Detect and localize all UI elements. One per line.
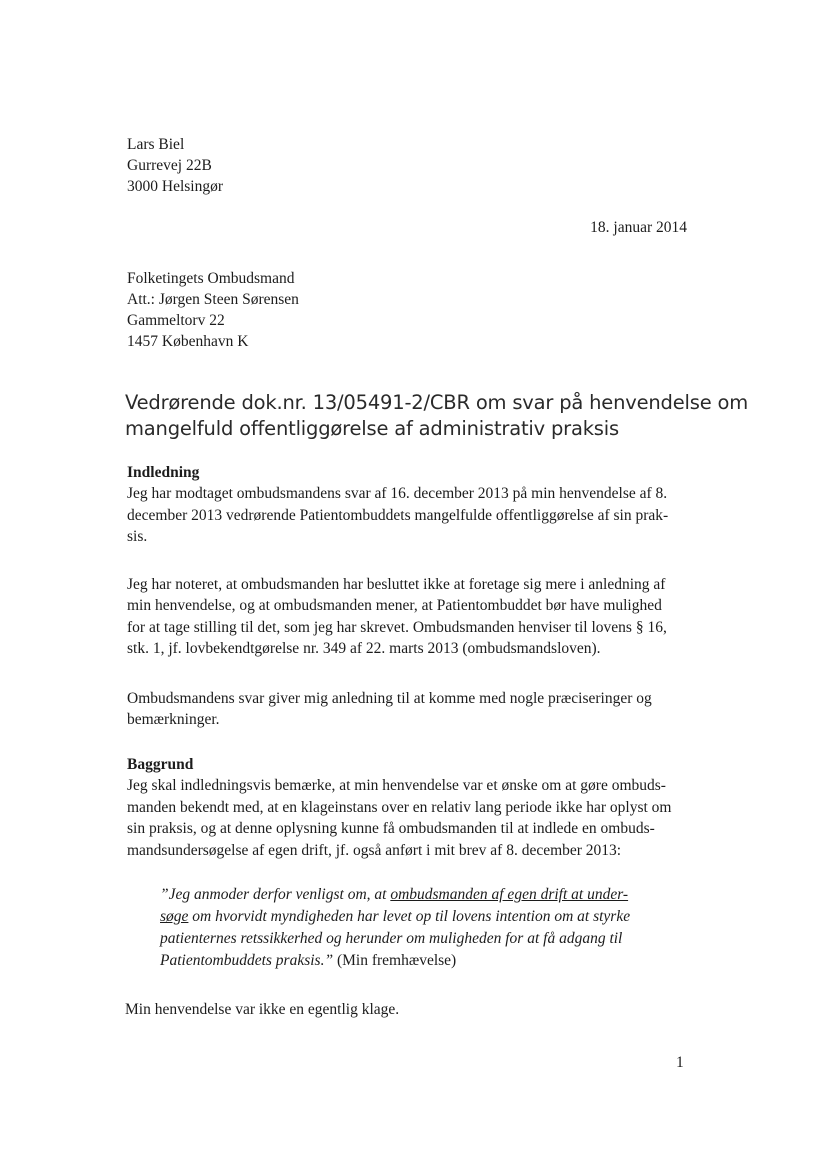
background-heading: Baggrund <box>127 756 194 773</box>
quote-text: ”Jeg anmoder derfor venligst om, at <box>160 886 391 903</box>
paragraph-line: bemærkninger. <box>127 711 220 729</box>
paragraph-line: manden bekendt med, at en klageinstans over en relativ lang periode ikke har oplyst om <box>127 798 672 816</box>
recipient-street: Gammeltorv 22 <box>127 312 225 329</box>
subject-line-2: mangelfuld offentliggørelse af administrativ praksis <box>125 417 619 440</box>
background-section <box>127 754 688 861</box>
paragraph-line: min henvendelse, og at ombudsmanden mener, at Patientombuddet bør have mulighed <box>127 597 662 615</box>
quote-text: om hvorvidt myndigheden har levet op til lovens intention om at styrke <box>188 908 631 925</box>
page-number: 1 <box>676 1054 684 1071</box>
paragraph-line: Jeg skal indledningsvis bemærke, at min henvendelse var et ønske om at gøre ombuds- <box>127 777 666 795</box>
paragraph-line: Jeg har noteret, at ombudsmanden har besluttet ikke at foretage sig mere i anledning af <box>127 576 666 593</box>
recipient-address <box>127 268 299 352</box>
quote-line-3: patienternes retssikkerhed og herunder om muligheden for at få adgang til <box>160 930 623 947</box>
intro-heading: Indledning <box>127 464 200 481</box>
sender-city: 3000 Helsingør <box>127 178 224 195</box>
paragraph-line: december 2013 vedrørende Patientombuddets mangelfulde offentliggørelse af sin prak- <box>127 506 669 524</box>
recipient-city: 1457 København K <box>127 333 249 350</box>
sender-name: Lars Biel <box>127 136 185 153</box>
closing-sentence: Min henvendelse var ikke en egentlig klage. <box>125 1001 400 1018</box>
quote-line-2 <box>160 906 660 928</box>
intro-section <box>127 462 688 548</box>
quote-emphasis: søge <box>160 908 189 925</box>
sender-address <box>127 134 223 197</box>
quote-text: Patientombuddets praksis.” <box>160 952 334 969</box>
recipient-att: Att.: Jørgen Steen Sørensen <box>127 291 299 308</box>
intro-paragraph-1 <box>127 483 688 547</box>
letter-date: 18. januar 2014 <box>590 219 687 236</box>
paragraph-line: sin praksis, og at denne oplysning kunne få ombudsmanden til at indlede en ombuds- <box>127 820 655 838</box>
block-quote <box>160 884 660 972</box>
paragraph-line: Jeg har modtaget ombudsmandens svar af 16. december 2013 på min henvendelse af 8. <box>127 485 668 503</box>
paragraph-line: sis. <box>127 528 148 546</box>
quote-line-1 <box>160 884 660 906</box>
paragraph-line: mandsundersøgelse af egen drift, jf. også anført i mit brev af 8. december 2013: <box>127 841 622 859</box>
background-paragraph-1 <box>127 775 688 861</box>
intro-paragraph-2 <box>127 574 688 660</box>
quote-line-4 <box>160 950 660 972</box>
paragraph-line: stk. 1, jf. lovbekendtgørelse nr. 349 af 22. marts 2013 (ombudsmandsloven). <box>127 640 601 658</box>
paragraph-line: for at tage stilling til det, som jeg har skrevet. Ombudsmanden henviser til lovens § 16, <box>127 618 667 636</box>
quote-note: (Min fremhævelse) <box>333 952 457 969</box>
quote-emphasis: ombudsmanden af egen drift at under- <box>390 886 629 903</box>
subject-line-1: Vedrørende dok.nr. 13/05491-2/CBR om svar på henvendelse om <box>125 391 749 414</box>
sender-street: Gurrevej 22B <box>127 157 212 174</box>
paragraph-line: Ombudsmandens svar giver mig anledning til at komme med nogle præciseringer og <box>127 690 652 707</box>
letter-subject <box>125 390 749 442</box>
recipient-org: Folketingets Ombudsmand <box>127 270 295 287</box>
intro-paragraph-3 <box>127 688 688 731</box>
